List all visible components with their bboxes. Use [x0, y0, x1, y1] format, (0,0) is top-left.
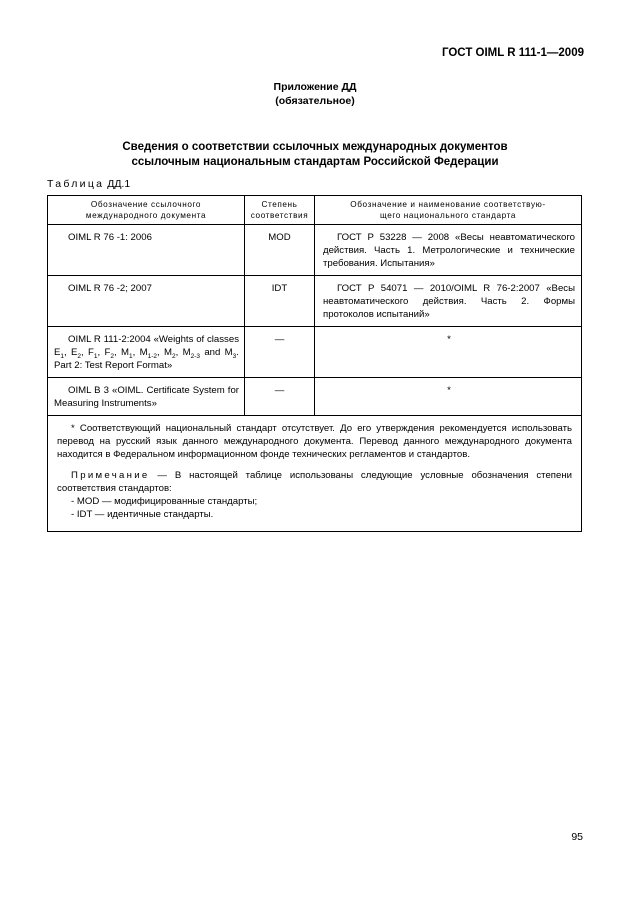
table-row	[48, 276, 582, 327]
table-caption	[47, 178, 130, 190]
page-number: 95	[571, 831, 583, 843]
column-header-national-line2: щего национального стандарта	[379, 211, 517, 220]
appendix-title: Приложение ДД	[273, 81, 357, 93]
row-national-standard: *	[315, 327, 582, 378]
table-note	[57, 469, 572, 495]
section-title	[0, 140, 630, 170]
note-item-idt: - IDT — идентичные стандарты.	[71, 509, 214, 520]
table-caption-word: Таблица	[47, 178, 105, 190]
row-document	[48, 327, 245, 378]
row-degree: —	[245, 378, 315, 416]
row-document: OIML R 76 -1: 2006	[48, 225, 245, 276]
column-header-degree-line2: соответствия	[250, 211, 309, 220]
row-national-standard: *	[315, 378, 582, 416]
table-header-row	[48, 196, 582, 225]
table-row	[48, 225, 582, 276]
section-title-line2: ссылочным национальным стандартам Российской Федерации	[131, 156, 499, 168]
correspondence-table	[47, 195, 582, 532]
row-document	[48, 378, 245, 416]
row-document-text: OIML R 111-2:2004 «Weights of classes $E_1$, $E_2$, $F_1$, $F_2$, $M_1$, $M_{1-2}$, $M_2$, $M_{2-3}$ and $M_3$. Part 2: Test Report Format»	[54, 334, 239, 371]
column-header-degree-line1: Степень	[261, 200, 298, 209]
row-document-text: OIML В 3 «OIML. Certificate System for Measuring Instruments»	[54, 385, 239, 409]
row-document: OIML R 76 -2; 2007	[48, 276, 245, 327]
table-row	[48, 378, 582, 416]
row-national-standard: ГОСТ Р 53228 — 2008 «Весы неавтоматического действия. Часть 1. Метрологические и технические требования. Испытания»	[315, 225, 582, 276]
column-header-degree	[245, 196, 315, 225]
column-header-document	[48, 196, 245, 225]
appendix-heading	[0, 80, 630, 108]
table-row	[48, 327, 582, 378]
row-national-standard: ГОСТ Р 54071 — 2010/OIML R 76-2:2007 «Весы неавтоматического действия. Часть 2. Формы протоколов испытаний»	[315, 276, 582, 327]
note-text: — В настоящей таблице использованы следующие условные обозначения степени соответствия стандартов:	[57, 470, 572, 494]
column-header-document-line1: Обозначение ссылочного	[90, 200, 202, 209]
note-label: Примечание	[71, 470, 150, 481]
table-footer	[48, 416, 582, 532]
footnote: * Соответствующий национальный стандарт отсутствует. До его утверждения рекомендуется использовать перевод на русский язык данного международного документа. Перевод данного международного документа находится в Федеральном информационном фонде технических регламентов и стандартов.	[57, 423, 572, 460]
row-degree: IDT	[245, 276, 315, 327]
column-header-document-line2: международного документа	[85, 211, 207, 220]
column-header-national-line1: Обозначение и наименование соответствую-	[350, 200, 546, 209]
table-caption-number: ДД.1	[107, 178, 131, 190]
column-header-national	[315, 196, 582, 225]
appendix-subtitle: (обязательное)	[275, 95, 355, 107]
note-item-mod: - MOD — модифицированные стандарты;	[71, 496, 258, 507]
row-degree: —	[245, 327, 315, 378]
section-title-line1: Сведения о соответствии ссылочных международных документов	[122, 141, 508, 153]
table-footer-row	[48, 416, 582, 532]
row-degree: MOD	[245, 225, 315, 276]
document-code: ГОСТ OIML R 111-1—2009	[441, 47, 584, 59]
